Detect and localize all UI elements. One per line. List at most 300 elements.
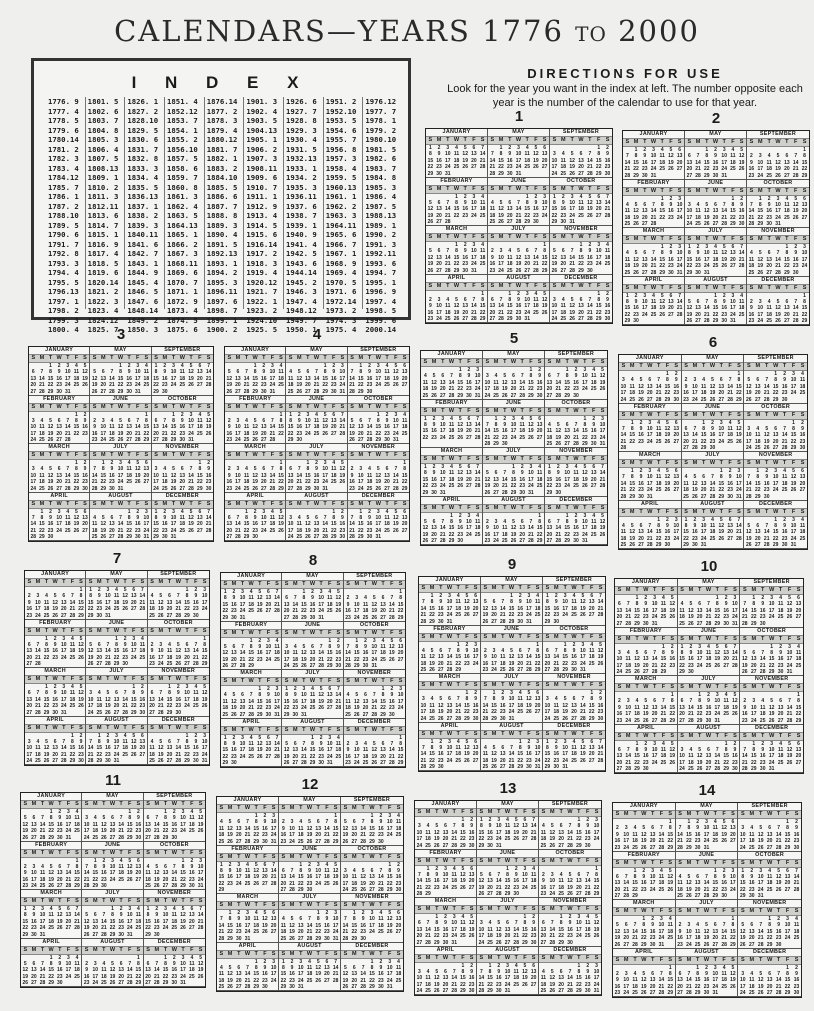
month-block: [682, 404, 745, 453]
day-number: 26: [389, 656, 395, 663]
day-number: 16: [638, 480, 644, 487]
day-number: 24: [354, 760, 360, 767]
day-number: 13: [179, 472, 186, 479]
day-number: 27: [265, 753, 272, 760]
day-number: 26: [746, 542, 752, 549]
day-number: 23: [555, 483, 562, 490]
day-number: 3: [705, 244, 709, 250]
day-number: 27: [471, 164, 477, 171]
weekday-header: [483, 504, 544, 513]
day-number: 7: [601, 464, 604, 470]
calendar-grid: [28, 346, 214, 542]
weekday-label: T: [44, 724, 49, 731]
day-number: 18: [754, 438, 761, 445]
day-number: 1: [430, 738, 434, 745]
day-number: 31: [580, 667, 586, 674]
day-number: 9: [696, 250, 700, 257]
day-number: 3: [774, 468, 778, 474]
index-entry: 1799. 3: [48, 315, 79, 325]
day-number: 25: [507, 267, 513, 274]
index-entry: 1789. 5: [48, 220, 79, 230]
weekday-label: S: [684, 508, 688, 515]
day-number: 24: [772, 487, 779, 494]
day-number: 17: [736, 480, 742, 487]
day-number: 2: [554, 593, 558, 599]
weekday-label: F: [332, 500, 336, 507]
weekday-label: T: [563, 633, 567, 640]
day-number: 1: [774, 371, 778, 377]
month-name: JUNE: [112, 395, 129, 402]
day-number: 10: [375, 514, 382, 521]
month-name: FEBRUARY: [433, 625, 466, 632]
day-number: 22: [113, 654, 120, 661]
day-number: 16: [573, 525, 579, 532]
day-number: 18: [479, 206, 486, 213]
day-number: 16: [226, 430, 233, 437]
day-number: 3: [678, 244, 682, 250]
weekday-label: W: [448, 504, 455, 511]
day-number: 5: [570, 151, 574, 158]
day-number: 19: [659, 305, 665, 312]
title-text-a: CALENDARS—YEARS 1776: [114, 14, 576, 48]
day-number: 13: [239, 698, 246, 705]
day-number: 26: [664, 487, 671, 494]
day-number: 20: [197, 375, 203, 382]
day-number: 14: [64, 424, 71, 431]
day-number: 9: [368, 514, 371, 521]
day-number: 20: [26, 703, 33, 710]
day-number: 21: [528, 531, 534, 538]
day-number: 2: [517, 290, 520, 297]
day-number: 27: [330, 430, 337, 437]
weekday-label: W: [647, 508, 653, 515]
weekday-label: S: [227, 355, 232, 361]
days-grid: [685, 293, 746, 325]
day-number: 13: [489, 303, 496, 310]
weekday-label: F: [270, 355, 275, 361]
day-number: 22: [683, 535, 689, 542]
day-number: 24: [491, 667, 497, 674]
weekday-label: W: [179, 452, 185, 458]
day-number: 10: [274, 692, 280, 699]
day-number: 6: [639, 522, 643, 529]
day-number: 13: [695, 305, 701, 312]
weekday-label: S: [547, 504, 552, 511]
weekday-label: M: [358, 403, 364, 410]
day-number: 16: [571, 654, 577, 661]
day-number: 18: [149, 606, 155, 613]
day-number: 2: [458, 512, 462, 519]
day-number: 17: [153, 479, 159, 486]
weekday-label: T: [518, 585, 522, 591]
day-number: 17: [143, 521, 150, 528]
index-entry: 1995. 1: [365, 277, 397, 287]
day-number: 18: [727, 432, 733, 439]
day-number: 4: [180, 508, 184, 515]
day-number: 11: [738, 298, 745, 305]
day-number: 20: [462, 309, 468, 316]
day-number: 20: [544, 660, 551, 667]
day-number: 26: [775, 172, 781, 179]
day-number: 19: [256, 747, 263, 754]
day-number: 29: [544, 618, 551, 625]
day-number: 14: [188, 472, 194, 479]
weekday-label: S: [279, 500, 283, 507]
days-grid: [348, 363, 409, 395]
day-number: 6: [364, 692, 367, 699]
weekday-label: S: [749, 284, 754, 291]
index-entry: 1807. 5: [87, 154, 119, 163]
index-column: [283, 97, 323, 334]
month-block: [483, 400, 545, 449]
day-number: 24: [541, 212, 548, 219]
day-number: 19: [526, 702, 532, 709]
month-block: [550, 275, 612, 324]
day-number: 26: [599, 386, 606, 393]
day-number: 3: [328, 734, 332, 741]
day-number: 4: [801, 371, 804, 377]
day-number: 20: [718, 390, 725, 397]
day-number: 8: [458, 373, 462, 380]
weekday-label: M: [431, 456, 437, 462]
day-number: 21: [620, 487, 627, 494]
day-number: 9: [669, 250, 673, 257]
day-number: 28: [655, 396, 662, 403]
index-entry: 1868.11: [167, 258, 198, 268]
day-number: 10: [471, 248, 477, 255]
weekday-label: S: [802, 139, 807, 145]
month-name: JULY: [506, 448, 521, 454]
weekday-label: W: [571, 682, 577, 688]
weekday-header: [682, 362, 744, 371]
index-entry: 1887. 7: [206, 201, 238, 211]
day-number: 9: [561, 199, 565, 206]
day-number: 4: [275, 637, 279, 644]
day-number: 8: [731, 201, 735, 208]
weekday-label: T: [722, 284, 726, 291]
month-block: [282, 622, 343, 671]
month-block: [90, 396, 151, 445]
days-grid: [682, 371, 744, 404]
index-entry: 1827. 2: [127, 106, 159, 116]
day-number: 12: [582, 470, 588, 477]
day-number: 30: [781, 396, 788, 403]
day-number: 16: [82, 472, 88, 479]
weekday-label: T: [565, 456, 569, 462]
day-number: 17: [265, 650, 272, 657]
day-number: 6: [27, 641, 31, 648]
day-number: 8: [494, 421, 498, 428]
day-number: 26: [170, 485, 177, 492]
day-number: 2: [127, 363, 131, 369]
day-number: 6: [774, 425, 778, 432]
day-number: 20: [668, 305, 674, 312]
index-entry: 1864.13: [167, 220, 198, 230]
day-number: 22: [712, 311, 719, 318]
day-number: 10: [153, 472, 159, 479]
day-number: 2: [232, 734, 236, 741]
weekday-header: [481, 633, 542, 642]
day-number: 11: [517, 696, 523, 703]
month-name: MAY: [110, 571, 123, 577]
weekday-label: S: [206, 403, 211, 410]
day-number: 23: [466, 386, 472, 393]
day-number: 10: [440, 470, 446, 477]
days-grid: [225, 363, 285, 395]
day-number: 21: [301, 753, 307, 760]
day-number: 2: [490, 248, 494, 255]
day-number: 28: [620, 445, 627, 452]
days-grid: [550, 242, 612, 274]
day-number: 19: [371, 608, 378, 615]
day-number: 6: [579, 151, 583, 158]
day-number: 7: [476, 415, 480, 422]
index-entry: 1959. 5: [325, 173, 357, 182]
day-number: 14: [30, 521, 37, 528]
day-number: 4: [783, 468, 786, 474]
day-number: 13: [676, 153, 683, 160]
weekday-header: [488, 233, 549, 242]
day-number: 2: [474, 690, 478, 696]
index-entry: 1990. 2: [365, 230, 397, 239]
day-number: 27: [113, 709, 120, 716]
day-number: 3: [441, 415, 445, 422]
day-number: 21: [498, 309, 504, 316]
day-number: 20: [265, 747, 272, 754]
month-block: [286, 444, 347, 493]
days-grid: [419, 593, 480, 625]
day-number: 20: [113, 703, 120, 710]
day-number: 13: [491, 605, 497, 612]
day-number: 9: [684, 383, 688, 390]
weekday-label: T: [167, 627, 172, 634]
day-number: 19: [453, 309, 460, 316]
month-block: [421, 497, 483, 546]
weekday-label: T: [323, 452, 327, 458]
day-number: 6: [674, 419, 678, 426]
weekday-label: F: [665, 508, 670, 515]
day-number: 25: [624, 269, 631, 276]
day-number: 20: [438, 660, 444, 667]
day-number: 18: [429, 709, 435, 716]
index-entry: 1946. 3: [286, 287, 317, 296]
day-number: 3: [543, 193, 547, 200]
day-number: 20: [397, 650, 404, 657]
day-number: 11: [149, 599, 155, 606]
day-number: 24: [87, 709, 94, 716]
weekday-label: F: [70, 579, 75, 585]
month-name: AUGUST: [700, 500, 725, 507]
day-number: 20: [801, 208, 808, 215]
day-number: 12: [371, 747, 378, 754]
day-number: 8: [154, 514, 158, 521]
index-entry: 1851. 4: [167, 97, 198, 106]
day-number: 25: [326, 608, 333, 615]
weekday-header: [348, 403, 409, 412]
month-name: OCTOBER: [561, 399, 591, 406]
month-name: SEPTEMBER: [562, 129, 600, 135]
day-number: 14: [440, 525, 446, 532]
day-number: 10: [375, 369, 382, 376]
day-number: 25: [799, 535, 806, 542]
day-number: 30: [162, 388, 168, 395]
day-number: 31: [269, 388, 276, 395]
day-number: 11: [500, 654, 506, 661]
day-number: 16: [638, 432, 644, 439]
day-number: 9: [572, 647, 576, 654]
day-number: 9: [336, 643, 340, 650]
day-number: 1: [45, 635, 48, 642]
day-number: 29: [801, 172, 808, 179]
day-number: 24: [60, 654, 67, 661]
day-number: 2: [463, 193, 467, 200]
weekday-header: [221, 629, 281, 638]
day-number: 28: [445, 267, 451, 274]
month-block: [747, 131, 809, 180]
day-number: 15: [582, 428, 588, 435]
day-number: 6: [57, 466, 61, 473]
weekday-header: [86, 578, 146, 587]
day-number: 5: [693, 474, 697, 481]
day-number: 25: [655, 487, 662, 494]
day-number: 18: [536, 476, 543, 483]
day-number: 12: [158, 745, 164, 752]
day-number: 7: [483, 696, 487, 703]
day-number: 1: [456, 641, 460, 648]
day-number: 21: [624, 166, 631, 173]
index-entry: 1955. 7: [325, 135, 357, 144]
day-number: 26: [375, 485, 382, 492]
weekday-label: T: [262, 403, 266, 410]
day-number: 27: [676, 166, 683, 173]
day-number: 6: [267, 589, 270, 595]
day-number: 1: [481, 290, 485, 297]
day-number: 23: [339, 527, 346, 534]
day-number: 24: [440, 483, 446, 490]
day-number: 20: [489, 309, 496, 316]
day-number: 14: [526, 654, 532, 661]
day-number: 13: [130, 593, 137, 600]
day-number: 21: [792, 166, 799, 173]
day-number: 20: [642, 214, 648, 221]
weekday-label: F: [70, 627, 75, 634]
day-number: 14: [763, 383, 770, 390]
day-number: 1: [508, 290, 512, 297]
day-number: 28: [420, 764, 427, 771]
day-number: 27: [197, 382, 203, 389]
day-number: 29: [718, 493, 725, 500]
month-name: JANUARY: [639, 131, 668, 137]
day-number: 11: [96, 696, 102, 703]
day-number: 4: [110, 417, 114, 424]
day-number: 12: [438, 702, 444, 709]
day-number: 4: [71, 684, 74, 690]
day-number: 3: [570, 193, 574, 200]
day-number: 29: [772, 396, 779, 403]
day-number: 24: [375, 527, 382, 534]
day-number: 21: [692, 438, 698, 445]
day-number: 27: [287, 485, 294, 492]
day-number: 25: [64, 527, 71, 534]
day-number: 12: [91, 375, 98, 382]
day-number: 17: [472, 654, 479, 661]
day-number: 28: [587, 316, 593, 323]
day-number: 18: [380, 650, 386, 657]
day-number: 4: [606, 242, 609, 248]
days-grid: [747, 244, 809, 276]
month-name: JULY: [109, 668, 124, 674]
day-number: 21: [775, 263, 781, 270]
day-number: 14: [650, 208, 657, 215]
index-entry: 1933. 1: [286, 163, 317, 173]
weekday-label: T: [660, 284, 664, 291]
day-number: 14: [345, 650, 351, 657]
day-number: 1: [494, 415, 498, 422]
day-number: 25: [287, 388, 294, 395]
day-number: 31: [730, 318, 736, 325]
month-block: [744, 452, 807, 501]
day-number: 27: [799, 487, 806, 494]
day-number: 2: [767, 195, 771, 202]
day-number: 1: [803, 147, 806, 153]
day-number: 12: [301, 650, 307, 657]
day-number: 20: [507, 212, 513, 219]
day-number: 4: [289, 369, 293, 376]
weekday-label: S: [275, 581, 279, 587]
weekday-label: W: [56, 403, 62, 410]
day-number: 16: [105, 745, 111, 752]
weekday-label: W: [252, 355, 258, 361]
day-number: 24: [580, 660, 586, 667]
weekday-header: [29, 451, 89, 460]
calendar-number: 6: [708, 334, 718, 351]
weekday-label: S: [542, 234, 547, 240]
day-number: 24: [30, 485, 37, 492]
day-number: 23: [309, 608, 316, 615]
calendar-1: [425, 108, 613, 324]
day-number: 16: [252, 521, 258, 528]
day-number: 15: [397, 747, 404, 754]
day-number: 30: [555, 489, 562, 496]
day-number: 29: [528, 392, 534, 399]
day-number: 22: [201, 654, 208, 661]
day-number: 2: [588, 242, 592, 248]
weekday-label: M: [354, 678, 360, 684]
day-number: 26: [633, 269, 639, 276]
days-grid: [86, 636, 146, 668]
weekday-header: [25, 627, 85, 636]
day-number: 18: [533, 303, 539, 310]
weekday-label: T: [439, 633, 443, 640]
index-entry: 1961. 1: [325, 192, 357, 201]
day-number: 17: [30, 430, 37, 437]
day-number: 14: [105, 648, 111, 655]
weekday-label: F: [467, 407, 471, 414]
day-number: 6: [110, 514, 114, 521]
day-number: 20: [595, 206, 602, 213]
day-number: 14: [727, 383, 733, 390]
day-number: 22: [464, 709, 470, 716]
day-number: 23: [462, 212, 468, 219]
month-name: JUNE: [503, 625, 520, 632]
index-column: [323, 97, 363, 334]
weekday-header: [421, 504, 482, 513]
index-entry: 1813. 6: [87, 211, 119, 220]
day-number: 31: [700, 542, 707, 549]
index-entry: 1970. 5: [325, 277, 357, 287]
day-number: 17: [170, 375, 177, 382]
weekday-label: W: [113, 579, 120, 585]
